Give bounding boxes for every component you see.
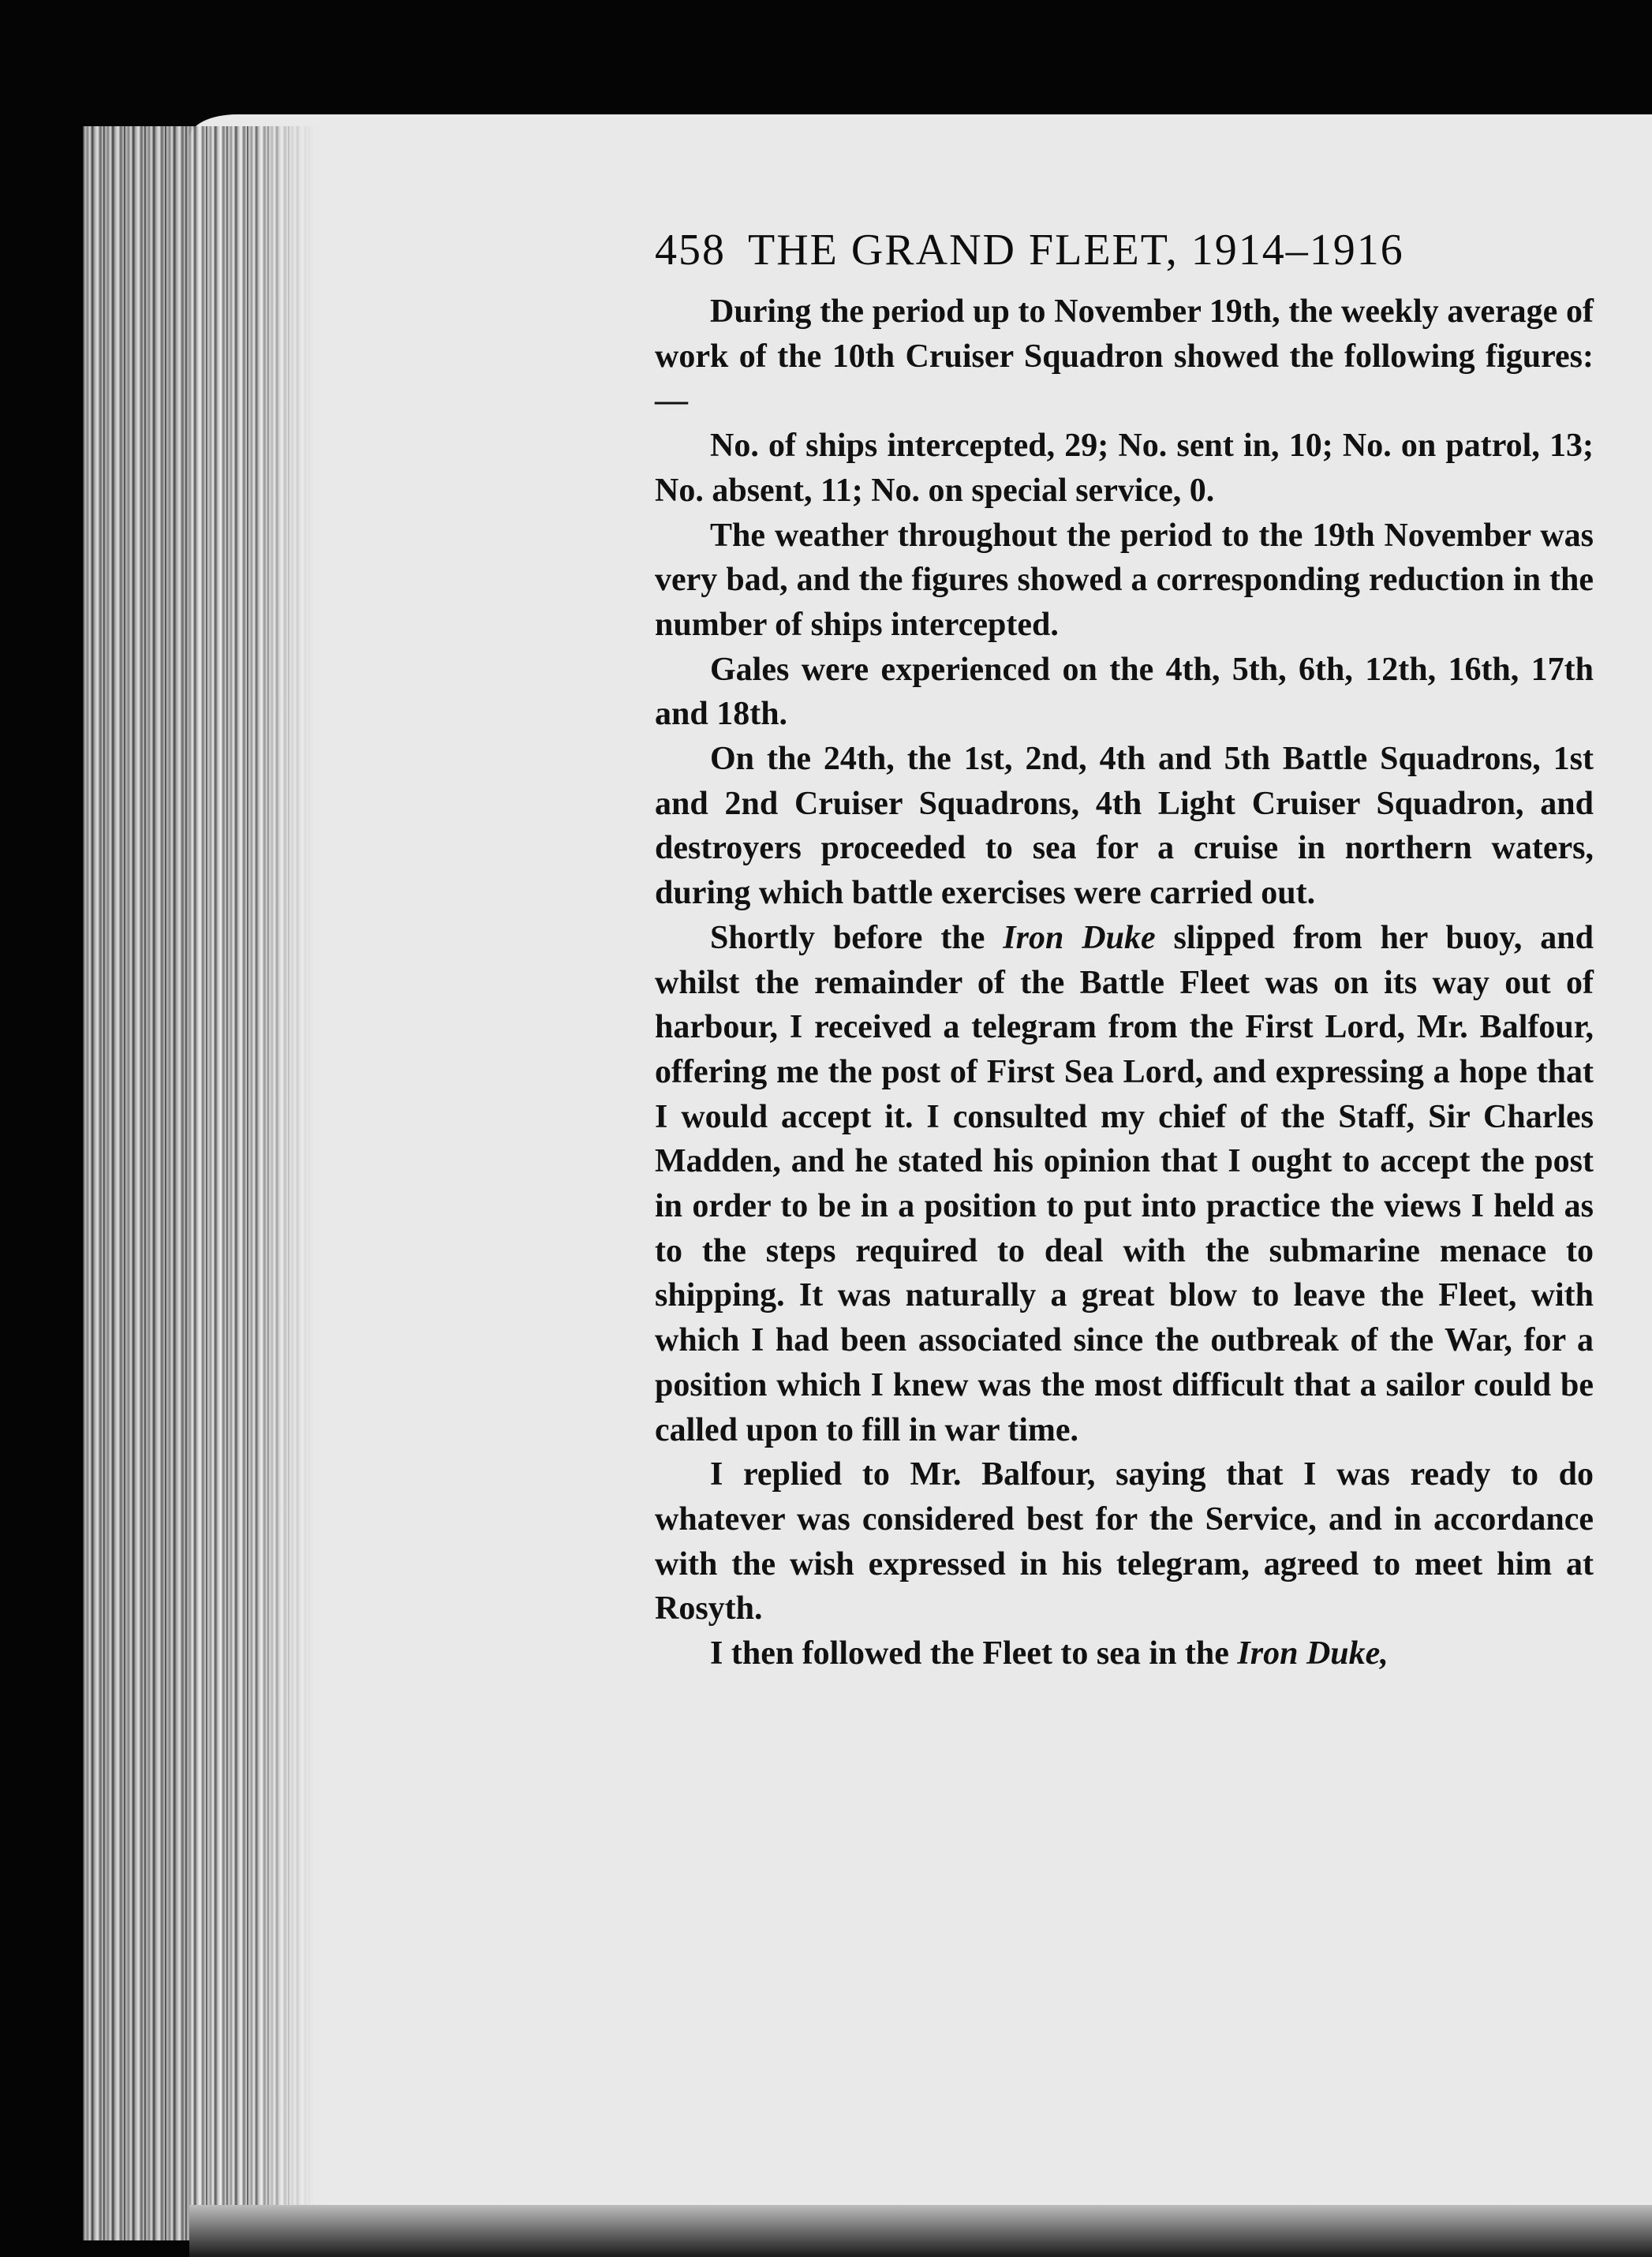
paragraph-text: Gales were experienced on the 4th, 5th, 6th, 12th, 16th, 17th and 18th. (655, 651, 1594, 733)
paragraph (655, 514, 1594, 648)
paragraph-text: I replied to Mr. Balfour, saying that I was ready to do whatever was considered best for the Service, and in accordance with the wish expressed in his telegram, agreed to meet him at Rosyth. (655, 1456, 1594, 1627)
paragraph-text: No. of ships intercepted, 29; No. sent in, 10; No. on patrol, 13; No. absent, 11; No. on special service, 0. (655, 428, 1594, 509)
paragraph (655, 916, 1594, 1452)
page-number: 458 (655, 226, 726, 275)
running-head (655, 225, 1594, 275)
text-block (655, 225, 1594, 1676)
paragraph-text: I then followed the Fleet to sea in the (710, 1635, 1238, 1672)
body-text (655, 290, 1594, 1676)
paragraph-text: The weather throughout the period to the 19th November was very bad, and the figures showed a corresponding reduction in the number of ships intercepted. (655, 517, 1594, 643)
page-edge-fade (260, 118, 371, 2240)
paragraph (655, 737, 1594, 916)
italic-ship-name: Iron Duke (1003, 919, 1156, 956)
paragraph (655, 648, 1594, 737)
running-title: THE GRAND FLEET, 1914–1916 (748, 226, 1404, 275)
paragraph (655, 290, 1594, 424)
paragraph-text: Shortly before the (710, 919, 1004, 956)
paragraph (655, 1631, 1594, 1676)
paragraph (655, 424, 1594, 513)
paragraph-text: During the period up to November 19th, the weekly average of work of the 10th Cruiser Squadron showed the following figures:— (655, 293, 1594, 420)
paragraph-text: On the 24th, the 1st, 2nd, 4th and 5th Battle Squadrons, 1st and 2nd Cruiser Squadrons, 4th Light Cruiser Squadron, and destroyers proceeded to sea for a cruise in northern waters, during which battle exercises were carried out. (655, 741, 1594, 912)
italic-ship-name: Iron Duke, (1237, 1635, 1389, 1672)
page-bottom-shadow (189, 2205, 1652, 2257)
paragraph (655, 1452, 1594, 1631)
paragraph-text: slipped from her buoy, and whilst the remainder of the Battle Fleet was on its way out of harbour, I received a telegram from the First Lord, Mr. Balfour, offering me the post of First Sea Lord, and expressing a hope that I would accept it. I consulted my chief of the Staff, Sir Charles Madden, and he stated his opinion that I ought to accept the post in order to be in a position to put into practice the views I held as to the steps required to deal with the submarine menace to shipping. It was naturally a great blow to leave the Fleet, with which I had been associated since the outbreak of the War, for a position which I knew was the most difficult that a sailor could be called upon to fill in war time. (655, 919, 1594, 1448)
